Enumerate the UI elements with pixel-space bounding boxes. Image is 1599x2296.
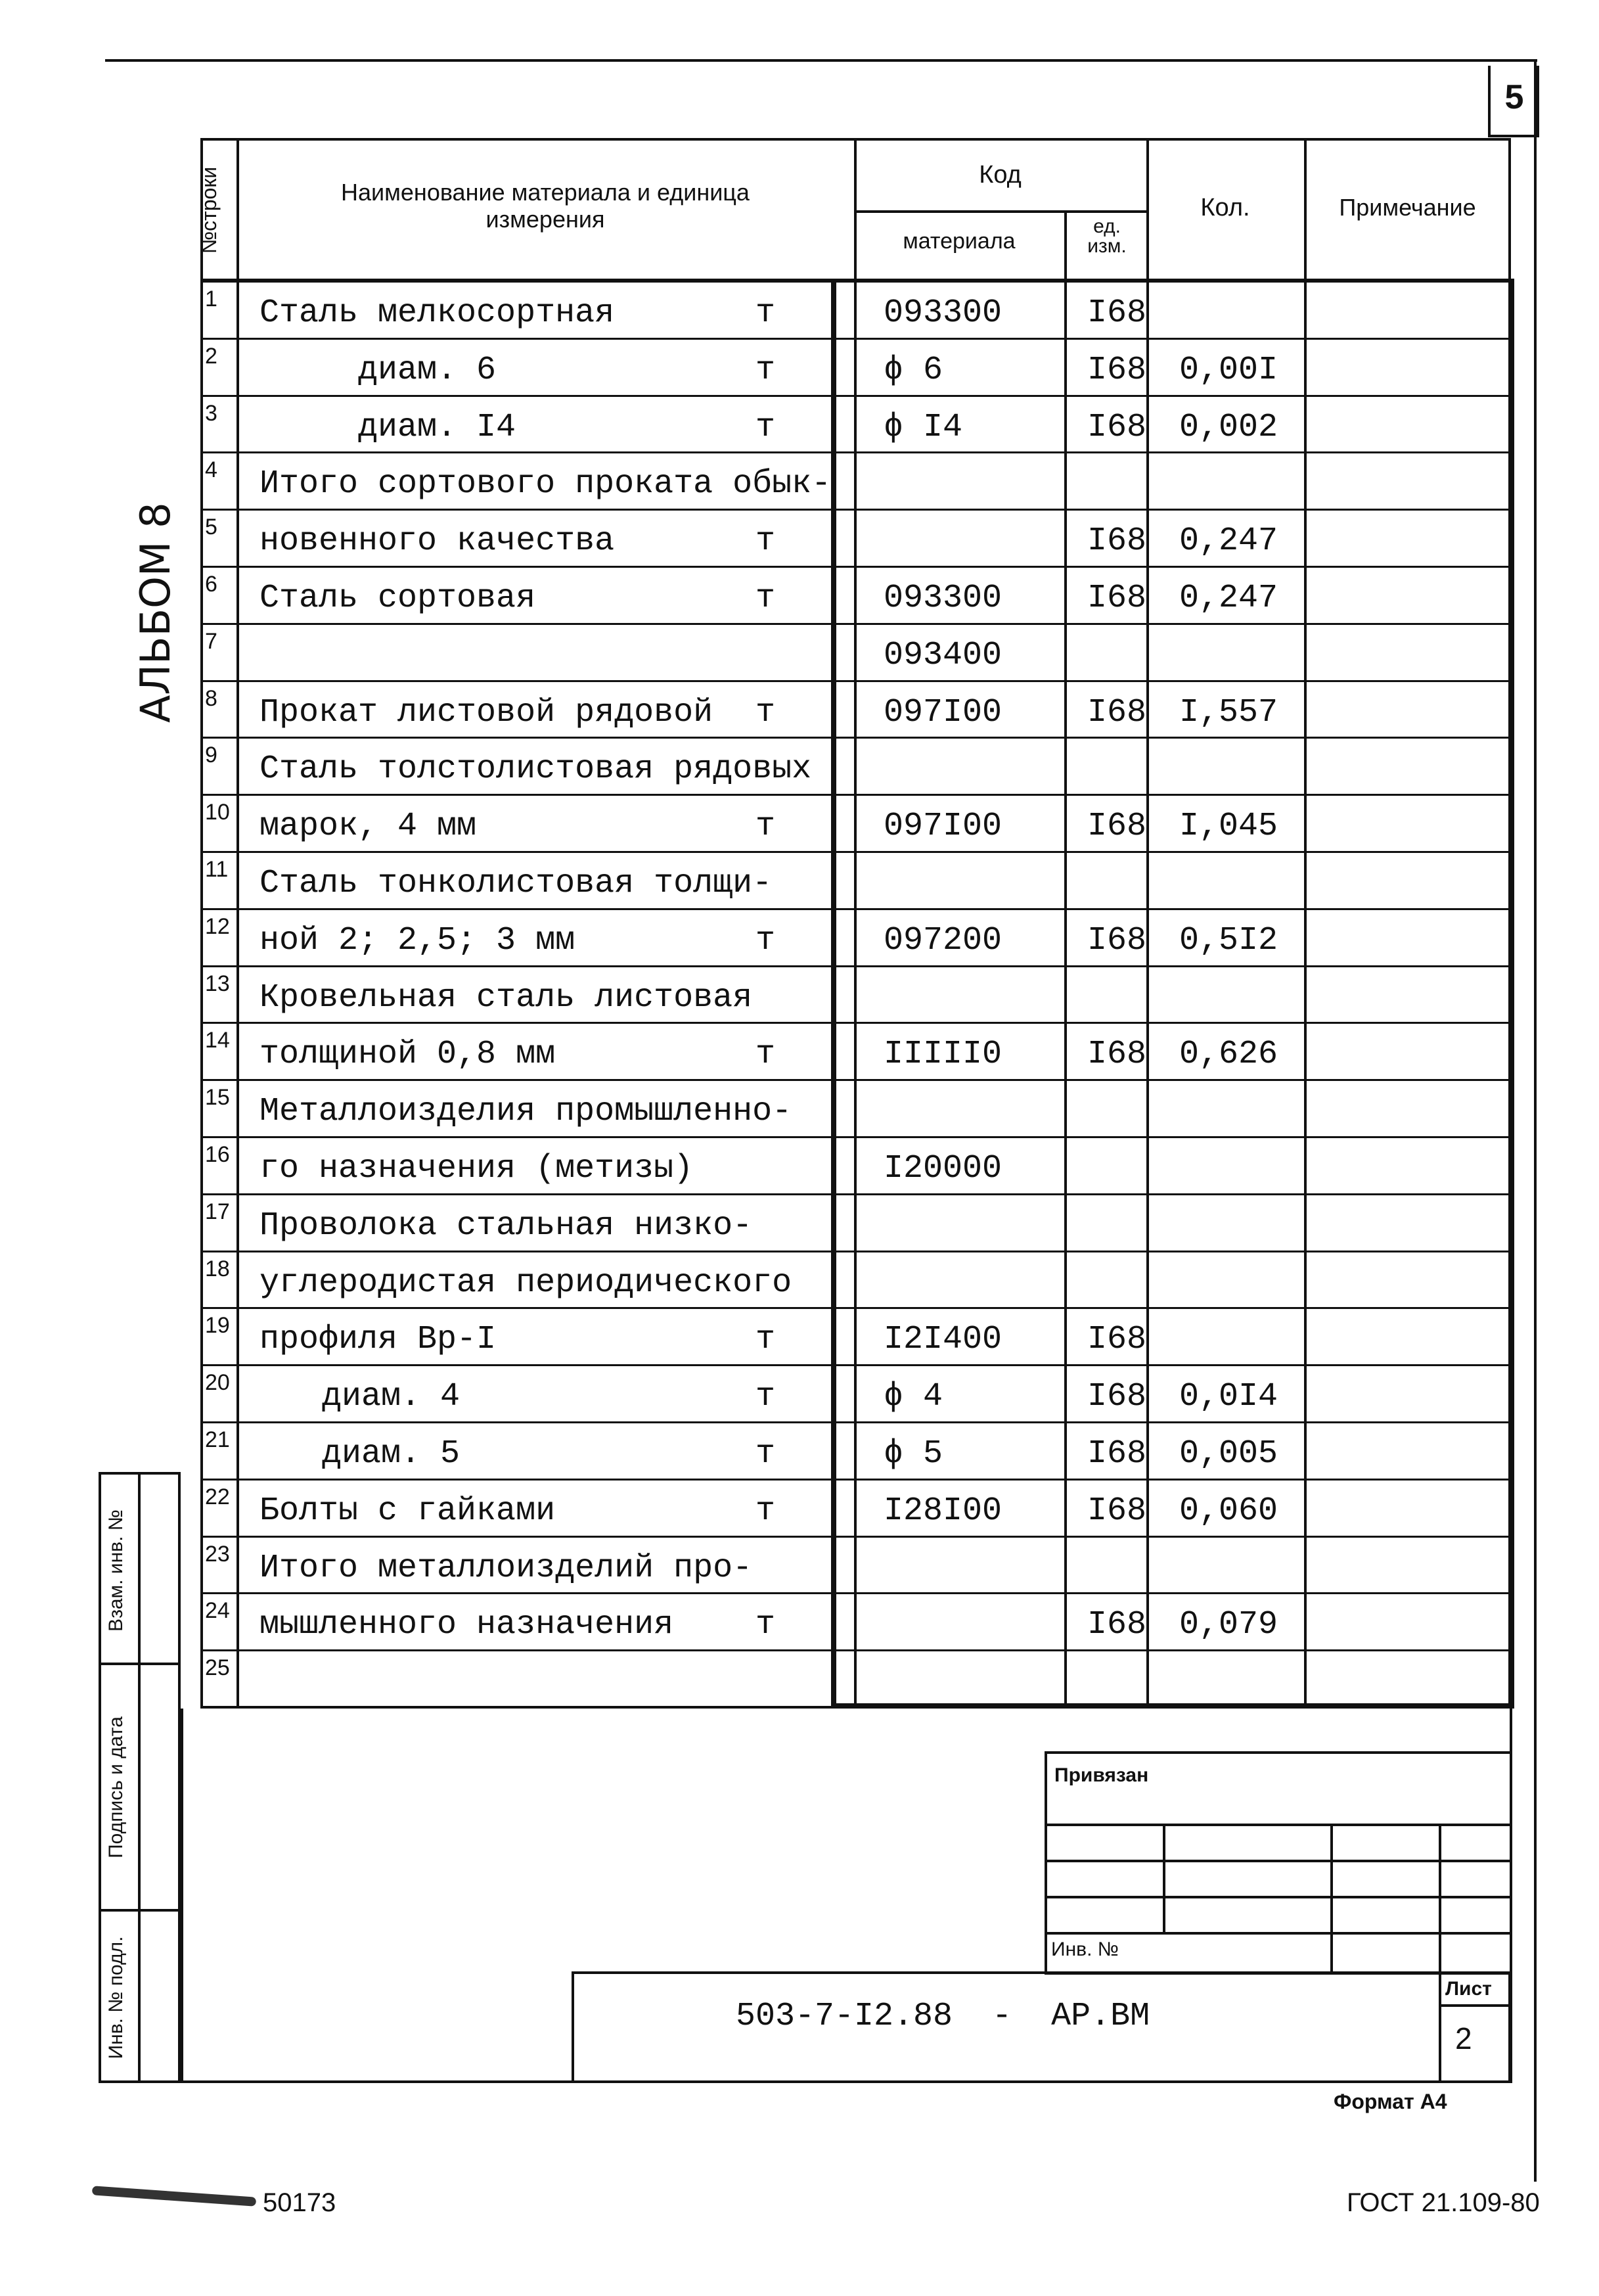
material-code: I2I400 <box>884 1321 1002 1359</box>
col-line-note <box>1304 138 1307 1709</box>
material-name: Кровельная сталь листовая <box>259 978 753 1017</box>
measure-unit: т <box>755 1378 776 1416</box>
row-number: 13 <box>205 971 230 996</box>
row-divider <box>200 451 1511 453</box>
material-name: Итого металлоизделий про- <box>259 1549 753 1587</box>
doc-code: 503-7-I2.88 - АР.ВМ <box>736 1998 1150 2035</box>
row-number: 21 <box>205 1427 230 1452</box>
quantity: 0,0I4 <box>1179 1378 1278 1416</box>
name-header: Наименование материала и единица измерения <box>341 179 750 233</box>
bottom-scribble <box>92 2186 256 2206</box>
unit-code: I68 <box>1087 808 1147 846</box>
row-number: 23 <box>205 1541 230 1567</box>
quantity: 0,626 <box>1179 1036 1278 1074</box>
qty-header: Кол. <box>1200 194 1250 221</box>
inv-orig-label: Инв. № подл. <box>105 1936 127 2059</box>
measure-unit: т <box>755 522 776 561</box>
gost-label: ГОСТ 21.109-80 <box>1347 2188 1540 2217</box>
unit-code: I68 <box>1087 1435 1147 1473</box>
row-divider <box>200 1421 1511 1423</box>
row-number: 15 <box>205 1085 230 1111</box>
material-code: IIIII0 <box>884 1036 1002 1074</box>
side-stamp-split <box>138 1472 141 2083</box>
material-name: Металлоизделия промышленно- <box>259 1093 792 1131</box>
row-number: 14 <box>205 1028 230 1053</box>
material-code: ϕ I4 <box>884 408 963 446</box>
col-line-qty <box>1146 138 1149 1709</box>
material-name: Сталь мелкосортная <box>259 294 615 332</box>
material-name: толщиной 0,8 мм <box>259 1036 556 1074</box>
material-name: диам. 5 <box>322 1435 461 1473</box>
quantity: 0,079 <box>1179 1606 1278 1644</box>
left-border <box>181 1709 183 2083</box>
unit-code: I68 <box>1087 921 1147 959</box>
col-line-code <box>854 138 857 1709</box>
format-label: Формат А4 <box>1334 2090 1447 2113</box>
row-divider <box>200 623 1511 625</box>
material-code: 097200 <box>884 921 1002 959</box>
row-divider <box>200 1536 1511 1538</box>
measure-unit: т <box>755 808 776 846</box>
material-name: Болты с гайками <box>259 1492 556 1530</box>
row-number: 11 <box>205 857 229 882</box>
material-name: Сталь толстолистовая рядовых <box>259 750 812 789</box>
measure-unit: т <box>755 1606 776 1644</box>
row-number: 19 <box>205 1313 230 1339</box>
row-divider <box>200 908 1511 910</box>
material-name: диам. 6 <box>358 351 497 389</box>
material-name: диам. I4 <box>358 408 516 446</box>
row-number: 17 <box>205 1199 230 1224</box>
sheet-box-line <box>1439 1971 1441 2083</box>
measure-unit: т <box>755 1321 776 1359</box>
material-name: углеродистая периодического <box>259 1264 792 1302</box>
material-name: профиля Вр-I <box>259 1321 497 1359</box>
inv-no-label: Инв. № <box>1051 1939 1119 1960</box>
col-line-unit <box>1064 210 1067 1709</box>
material-name: Прокат листовой рядовой <box>259 693 713 731</box>
material-code: 093300 <box>884 580 1002 617</box>
material-code: 093400 <box>884 636 1002 674</box>
unit-code: I68 <box>1087 408 1147 446</box>
material-name: ной 2; 2,5; 3 мм <box>259 921 575 959</box>
row-number: 3 <box>205 400 217 426</box>
row-divider <box>200 680 1511 682</box>
row-number: 9 <box>205 743 217 768</box>
col-line-rowno <box>236 138 239 1709</box>
code-header: Код <box>979 161 1022 189</box>
measure-unit: т <box>755 921 776 959</box>
row-number: 18 <box>205 1256 230 1281</box>
material-name: диам. 4 <box>322 1378 461 1416</box>
measure-unit: т <box>755 294 776 332</box>
row-divider <box>200 1251 1511 1252</box>
unit-code: I68 <box>1087 1378 1147 1416</box>
row-divider <box>200 1307 1511 1309</box>
album-label: АЛЬБОМ 8 <box>131 502 179 723</box>
row-number: 20 <box>205 1370 230 1396</box>
material-name: мышленного назначения <box>259 1606 674 1644</box>
quantity: 0,005 <box>1179 1435 1278 1473</box>
row-divider <box>200 566 1511 568</box>
measure-unit: т <box>755 580 776 617</box>
row-divider <box>200 1136 1511 1138</box>
unit-code: I68 <box>1087 693 1147 731</box>
attached-col-3 <box>1439 1824 1441 1975</box>
unit-code: I68 <box>1087 294 1147 332</box>
row-divider <box>200 1592 1511 1594</box>
material-code: I28I00 <box>884 1492 1002 1530</box>
material-name: марок, 4 мм <box>259 808 477 846</box>
right-border <box>1534 59 1537 2182</box>
row-number: 2 <box>205 343 217 369</box>
row-number: 25 <box>205 1655 230 1681</box>
row-divider <box>200 338 1511 340</box>
row-divider <box>200 851 1511 853</box>
quantity: 0,00I <box>1179 351 1278 389</box>
row-divider <box>200 794 1511 796</box>
material-code: 097I00 <box>884 693 1002 731</box>
unit-code: I68 <box>1087 351 1147 389</box>
measure-unit: т <box>755 1435 776 1473</box>
row-divider <box>200 737 1511 739</box>
material-code: 097I00 <box>884 808 1002 846</box>
row-number: 4 <box>205 457 217 483</box>
unit-code: I68 <box>1087 1492 1147 1530</box>
material-name: Итого сортового проката обык- <box>259 465 832 503</box>
material-code: ϕ 5 <box>884 1435 943 1473</box>
quantity: 0,5I2 <box>1179 921 1278 959</box>
quantity: 0,247 <box>1179 522 1278 561</box>
material-name: Сталь сортовая <box>259 580 536 617</box>
material-name: новенного качества <box>259 522 615 561</box>
quantity: 0,247 <box>1179 580 1278 617</box>
quantity: I,045 <box>1179 808 1278 846</box>
row-number: 5 <box>205 515 217 540</box>
attached-col-2 <box>1330 1824 1333 1975</box>
unit-code: I68 <box>1087 1606 1147 1644</box>
quantity: 0,060 <box>1179 1492 1278 1530</box>
material-code: I20000 <box>884 1150 1002 1187</box>
material-header: материала <box>903 229 1016 254</box>
row-number: 10 <box>205 800 230 825</box>
unit-code: I68 <box>1087 1321 1147 1359</box>
sheet-box-split <box>1439 2004 1511 2007</box>
top-border <box>105 59 1537 62</box>
unit-code: I68 <box>1087 1036 1147 1074</box>
unit-header: ед. изм. <box>1087 216 1127 257</box>
row-divider <box>200 1479 1511 1481</box>
measure-unit: т <box>755 1036 776 1074</box>
row-divider <box>200 1649 1511 1651</box>
row-number: 16 <box>205 1142 230 1167</box>
row-divider <box>200 509 1511 511</box>
row-divider <box>200 1364 1511 1366</box>
measure-unit: т <box>755 408 776 446</box>
material-code: 093300 <box>884 294 1002 332</box>
material-name: Сталь тонколистовая толщи- <box>259 865 773 902</box>
row-divider <box>200 1193 1511 1195</box>
material-name: Проволока стальная низко- <box>259 1206 753 1245</box>
attached-col-1 <box>1163 1824 1165 1932</box>
row-number: 8 <box>205 685 217 711</box>
side-stamp-line-1 <box>99 1663 181 1665</box>
row-divider <box>200 965 1511 967</box>
material-code: ϕ 4 <box>884 1378 943 1416</box>
quantity: 0,002 <box>1179 408 1278 446</box>
row-number: 22 <box>205 1484 230 1509</box>
note-header: Примечание <box>1339 194 1476 221</box>
row-divider <box>200 395 1511 397</box>
bottom-code: 50173 <box>263 2188 336 2217</box>
quantity: I,557 <box>1179 693 1278 731</box>
attached-label: Привязан <box>1054 1764 1149 1786</box>
row-number: 24 <box>205 1598 230 1624</box>
row-number-header: №строки <box>197 166 221 254</box>
replace-inv-label: Взам. инв. № <box>105 1509 127 1632</box>
measure-unit: т <box>755 1492 776 1530</box>
code-header-split <box>854 210 1146 213</box>
row-divider <box>200 1022 1511 1024</box>
row-number: 12 <box>205 913 230 939</box>
material-name: го назначения (метизы) <box>259 1150 694 1187</box>
side-stamp-line-2 <box>99 1909 181 1912</box>
sign-date-label: Подпись и дата <box>105 1716 127 1858</box>
page-number: 5 <box>1504 78 1524 116</box>
measure-unit: т <box>755 351 776 389</box>
sheet-number: 2 <box>1455 2021 1472 2055</box>
unit-code: I68 <box>1087 580 1147 617</box>
row-number: 7 <box>205 628 217 654</box>
row-number: 1 <box>205 287 217 311</box>
unit-code: I68 <box>1087 522 1147 561</box>
measure-unit: т <box>755 693 776 731</box>
row-number: 6 <box>205 572 217 597</box>
material-code: ϕ 6 <box>884 351 943 389</box>
row-divider <box>200 1079 1511 1081</box>
row-divider <box>200 1707 1511 1709</box>
sheet-label: Лист <box>1445 1978 1492 2000</box>
